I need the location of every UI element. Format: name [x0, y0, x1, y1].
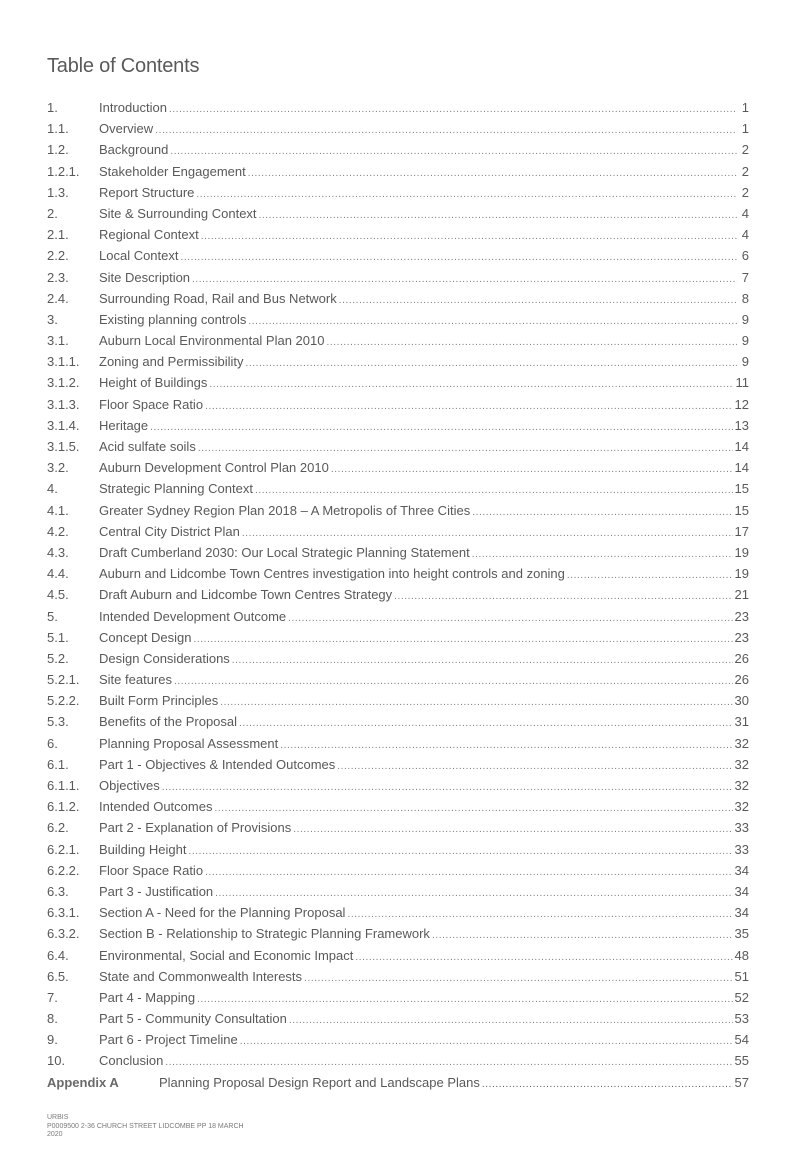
toc-entry[interactable]: [47, 245, 749, 266]
toc-entry-title: State and Commonwealth Interests: [99, 968, 303, 984]
toc-entry-number: 1.3.: [47, 184, 69, 200]
toc-entry[interactable]: [47, 966, 749, 987]
toc-entry-page: 14: [734, 439, 749, 454]
toc-entry[interactable]: [47, 923, 749, 944]
toc-dot-leader: [232, 648, 733, 671]
toc-entry-number: 1.2.1.: [47, 163, 80, 179]
toc-entry-title: Building Height: [99, 841, 187, 857]
toc-dot-leader: [205, 860, 732, 883]
toc-entry[interactable]: [47, 139, 749, 160]
toc-entry-number: 3.2.: [47, 460, 69, 476]
toc-entry-page: 4: [741, 205, 749, 221]
toc-entry-title: Overview: [99, 121, 154, 137]
toc-entry-number: 6.1.1.: [47, 778, 80, 793]
toc-entry-number: 5.2.: [47, 650, 69, 666]
toc-dot-leader: [339, 288, 737, 311]
toc-entry[interactable]: [47, 1050, 749, 1071]
toc-appendix-label: Appendix A: [47, 1074, 119, 1090]
toc-entry-page: 12: [734, 396, 749, 412]
toc-entry-number: 3.1.3.: [47, 396, 80, 412]
toc-entry-number: 6.2.2.: [47, 862, 80, 878]
toc-entry-number: 6.1.2.: [47, 799, 80, 815]
toc-entry-page: 9: [741, 333, 749, 349]
toc-entry-number: 4.3.: [47, 544, 69, 560]
toc-entry-number: 1.1.: [47, 121, 69, 137]
toc-entry-title: Concept Design: [99, 629, 192, 645]
toc-entry-title: Objectives: [99, 778, 160, 793]
toc-dot-leader: [150, 415, 732, 438]
toc-entry-number: 2.2.: [47, 248, 69, 264]
toc-dot-leader: [214, 796, 732, 819]
footer-company: URBIS: [47, 1114, 69, 1121]
toc-entry-title: Auburn Development Control Plan 2010: [99, 460, 329, 476]
toc-entry[interactable]: [47, 584, 749, 605]
toc-entry[interactable]: [47, 457, 749, 478]
toc-entry-page: 21: [734, 587, 749, 603]
toc-entry[interactable]: [47, 860, 749, 881]
toc-entry[interactable]: [47, 711, 749, 732]
toc-entry-page: 14: [734, 460, 749, 476]
toc-entry[interactable]: [47, 606, 749, 627]
toc-entry[interactable]: [47, 267, 749, 288]
toc-entry-title: Acid sulfate soils: [99, 439, 196, 454]
toc-entry-title: Report Structure: [99, 184, 195, 200]
toc-entry[interactable]: [47, 372, 749, 393]
toc-entry-number: 3.: [47, 311, 58, 327]
toc-entry-title: Regional Context: [99, 227, 199, 243]
toc-entry-page: 17: [734, 523, 749, 539]
toc-entry-number: 7.: [47, 989, 58, 1005]
toc-entry-page: 2: [741, 142, 749, 158]
toc-entry-page: 8: [741, 290, 749, 306]
toc-entry-title: Planning Proposal Assessment: [99, 735, 279, 751]
toc-entry[interactable]: [47, 351, 749, 372]
toc-entry[interactable]: [47, 97, 749, 118]
toc-entry-title: Site features: [99, 672, 172, 688]
toc-entry[interactable]: [47, 203, 749, 224]
toc-entry-page: 13: [734, 417, 749, 433]
toc-dot-leader: [472, 500, 732, 523]
toc-entry[interactable]: [47, 500, 749, 521]
toc-entry-number: 3.1.2.: [47, 375, 80, 391]
toc-entry-title: Draft Auburn and Lidcombe Town Centres Strategy: [99, 587, 393, 603]
toc-entry[interactable]: [47, 394, 749, 415]
toc-entry-page: 15: [734, 481, 749, 497]
toc-entry[interactable]: [47, 754, 749, 775]
toc-entry[interactable]: [47, 669, 749, 690]
toc-entry-title: Greater Sydney Region Plan 2018 – A Metropolis of Three Cities: [99, 502, 471, 518]
toc-entry-page: 2: [741, 184, 749, 200]
toc-entry[interactable]: [47, 839, 749, 860]
toc-entry-page: 53: [734, 1011, 749, 1027]
toc-entry[interactable]: [47, 648, 749, 669]
toc-entry-title: Part 4 - Mapping: [99, 989, 196, 1005]
toc-entry-number: 10.: [47, 1053, 66, 1069]
toc-entry-title: Central City District Plan: [99, 523, 240, 539]
toc-dot-leader: [331, 457, 733, 480]
toc-entry-title: Introduction: [99, 100, 167, 115]
toc-dot-leader: [188, 839, 732, 862]
toc-entry-title: Intended Development Outcome: [99, 608, 287, 624]
toc-dot-leader: [181, 245, 738, 268]
toc-entry-title: Local Context: [99, 248, 179, 264]
page-footer: [47, 1114, 244, 1140]
toc-entry-title: Part 1 - Objectives & Intended Outcomes: [99, 756, 336, 772]
toc-entry-number: 4.: [47, 481, 58, 497]
toc-entry[interactable]: [47, 521, 749, 542]
toc-dot-leader: [155, 118, 737, 141]
toc-entry-page: 33: [734, 841, 749, 857]
toc-appendix-page: 57: [734, 1074, 749, 1090]
toc-entry-number: 6.4.: [47, 947, 69, 963]
table-of-contents: [47, 97, 749, 1093]
toc-entry[interactable]: [47, 224, 749, 245]
toc-dot-leader: [280, 733, 732, 756]
toc-entry-number: 4.4.: [47, 566, 69, 582]
toc-dot-leader: [194, 627, 733, 650]
toc-entry-page: 1: [741, 121, 749, 137]
toc-entry-title: Conclusion: [99, 1053, 164, 1069]
toc-entry-number: 3.1.1.: [47, 354, 80, 370]
toc-entry-page: 51: [734, 968, 749, 984]
toc-dot-leader: [220, 690, 732, 713]
toc-entry-number: 5.1.: [47, 629, 69, 645]
footer-year: 2020: [47, 1131, 63, 1138]
toc-dot-leader: [162, 775, 733, 798]
toc-entry-number: 6.5.: [47, 968, 69, 984]
toc-entry-title: Design Considerations: [99, 650, 230, 666]
toc-entry-page: 2: [741, 163, 749, 179]
toc-entry-title: Part 2 - Explanation of Provisions: [99, 820, 292, 836]
toc-entry-title: Auburn Local Environmental Plan 2010: [99, 333, 325, 349]
toc-entry-page: 26: [734, 672, 749, 688]
toc-entry[interactable]: [47, 796, 749, 817]
toc-dot-leader: [288, 606, 732, 629]
toc-entry-number: 5.3.: [47, 714, 69, 730]
toc-entry[interactable]: [47, 902, 749, 923]
toc-entry[interactable]: [47, 415, 749, 436]
toc-entry-number: 5.2.1.: [47, 672, 80, 688]
toc-entry-page: 30: [734, 693, 749, 709]
toc-dot-leader: [472, 542, 733, 565]
toc-entry-page: 6: [741, 248, 749, 264]
toc-entry-page: 4: [741, 227, 749, 243]
toc-dot-leader: [432, 923, 733, 946]
toc-entry-number: 6.3.1.: [47, 905, 80, 921]
toc-entry-number: 3.1.: [47, 333, 69, 349]
toc-dot-leader: [248, 309, 737, 332]
toc-entry-page: 48: [734, 947, 749, 963]
toc-entry-number: 6.2.: [47, 820, 69, 836]
toc-appendix-title: Planning Proposal Design Report and Landscape Plans: [159, 1074, 480, 1090]
toc-entry-number: 5.: [47, 608, 58, 624]
toc-dot-leader: [355, 945, 732, 968]
toc-entry-number: 6.1.: [47, 756, 69, 772]
toc-entry-page: 52: [734, 989, 749, 1005]
toc-dot-leader: [248, 161, 737, 184]
toc-dot-leader: [289, 1008, 733, 1031]
toc-entry-page: 26: [734, 650, 749, 666]
toc-entry-page: 9: [741, 311, 749, 327]
toc-entry-title: Section A - Need for the Planning Proposal: [99, 905, 346, 921]
toc-dot-leader: [239, 711, 733, 734]
toc-entry-number: 2.4.: [47, 290, 69, 306]
toc-entry[interactable]: [47, 627, 749, 648]
toc-entry-page: 34: [734, 905, 749, 921]
toc-entry-number: 3.1.5.: [47, 439, 80, 454]
toc-entry-page: 34: [734, 883, 749, 899]
toc-entry-title: Part 5 - Community Consultation: [99, 1011, 287, 1027]
toc-entry[interactable]: [47, 1029, 749, 1050]
toc-entry-page: 19: [734, 544, 749, 560]
toc-dot-leader: [215, 881, 732, 904]
toc-entry[interactable]: [47, 775, 749, 796]
toc-entry-title: Part 3 - Justification: [99, 883, 214, 899]
toc-entry-page: 55: [734, 1053, 749, 1069]
toc-entry[interactable]: [47, 182, 749, 203]
toc-entry-page: 9: [741, 354, 749, 370]
toc-entry[interactable]: [47, 436, 749, 457]
toc-entry-title: Floor Space Ratio: [99, 862, 204, 878]
toc-entry-page: 32: [734, 778, 749, 793]
toc-entry[interactable]: [47, 563, 749, 584]
toc-entry-number: 6.: [47, 735, 58, 751]
toc-entry-title: Floor Space Ratio: [99, 396, 204, 412]
toc-entry-page: 32: [734, 756, 749, 772]
toc-entry-number: 4.2.: [47, 523, 69, 539]
toc-dot-leader: [201, 224, 737, 247]
toc-entry-title: Existing planning controls: [99, 311, 247, 327]
toc-dot-leader: [347, 902, 732, 925]
toc-entry-number: 6.3.: [47, 883, 69, 899]
toc-dot-leader: [240, 1029, 733, 1052]
toc-entry-number: 4.1.: [47, 502, 69, 518]
toc-entry-title: Draft Cumberland 2030: Our Local Strategic Planning Statement: [99, 544, 470, 560]
toc-dot-leader: [196, 182, 737, 205]
toc-entry-title: Heritage: [99, 417, 149, 433]
toc-entry-number: 6.2.1.: [47, 841, 80, 857]
toc-entry[interactable]: [47, 288, 749, 309]
toc-entry-title: Zoning and Permissibility: [99, 354, 244, 370]
toc-entry[interactable]: [47, 330, 749, 351]
toc-appendix-entry[interactable]: [47, 1072, 749, 1093]
toc-dot-leader: [198, 436, 733, 459]
toc-dot-leader: [255, 478, 733, 501]
toc-entry[interactable]: [47, 478, 749, 499]
toc-dot-leader: [242, 521, 733, 544]
toc-entry-number: 4.5.: [47, 587, 69, 603]
toc-entry-number: 2.: [47, 205, 58, 221]
toc-dot-leader: [482, 1072, 733, 1095]
toc-entry-page: 54: [734, 1032, 749, 1048]
toc-entry-title: Background: [99, 142, 169, 158]
toc-entry-title: Site & Surrounding Context: [99, 205, 257, 221]
toc-entry-page: 15: [734, 502, 749, 518]
toc-entry-number: 1.2.: [47, 142, 69, 158]
toc-entry[interactable]: [47, 881, 749, 902]
toc-entry-title: Intended Outcomes: [99, 799, 213, 815]
toc-entry-page: 23: [734, 629, 749, 645]
toc-entry-page: 11: [735, 375, 749, 391]
toc-entry-number: 5.2.2.: [47, 693, 80, 709]
toc-entry-title: Height of Buildings: [99, 375, 208, 391]
toc-entry[interactable]: [47, 945, 749, 966]
toc-entry-title: Stakeholder Engagement: [99, 163, 246, 179]
toc-entry-page: 32: [734, 799, 749, 815]
toc-entry[interactable]: [47, 542, 749, 563]
toc-entry-page: 34: [734, 862, 749, 878]
toc-entry[interactable]: [47, 309, 749, 330]
toc-entry[interactable]: [47, 1008, 749, 1029]
toc-entry-title: Environmental, Social and Economic Impact: [99, 947, 354, 963]
toc-dot-leader: [174, 669, 733, 692]
toc-dot-leader: [197, 987, 732, 1010]
page-title: Table of Contents: [47, 55, 200, 77]
toc-entry-page: 19: [734, 566, 749, 582]
toc-entry-number: 9.: [47, 1032, 58, 1048]
toc-entry[interactable]: [47, 690, 749, 711]
toc-dot-leader: [209, 372, 733, 395]
toc-dot-leader: [259, 203, 737, 226]
toc-entry-number: 2.1.: [47, 227, 69, 243]
toc-entry-title: Site Description: [99, 269, 191, 285]
toc-dot-leader: [293, 817, 732, 840]
toc-dot-leader: [567, 563, 733, 586]
toc-entry-page: 7: [741, 269, 749, 285]
toc-entry-number: 3.1.4.: [47, 417, 80, 433]
toc-entry-page: 31: [734, 714, 749, 730]
toc-entry-title: Section B - Relationship to Strategic Planning Framework: [99, 926, 430, 942]
toc-entry-page: 1: [741, 100, 749, 115]
toc-dot-leader: [205, 394, 732, 417]
toc-entry[interactable]: [47, 118, 749, 139]
toc-entry-number: 8.: [47, 1011, 58, 1027]
toc-dot-leader: [192, 267, 737, 290]
toc-dot-leader: [169, 97, 737, 120]
toc-dot-leader: [304, 966, 732, 989]
toc-dot-leader: [165, 1050, 732, 1073]
footer-reference: P0009500 2-36 CHURCH STREET LIDCOMBE PP 18 MARCH: [47, 1122, 244, 1130]
toc-dot-leader: [337, 754, 732, 777]
toc-entry-title: Benefits of the Proposal: [99, 714, 238, 730]
toc-entry[interactable]: [47, 733, 749, 754]
toc-entry-title: Auburn and Lidcombe Town Centres investigation into height controls and zoning: [99, 566, 565, 582]
toc-entry[interactable]: [47, 987, 749, 1008]
toc-dot-leader: [170, 139, 737, 162]
toc-entry-page: 33: [734, 820, 749, 836]
toc-entry-number: 2.3.: [47, 269, 69, 285]
toc-dot-leader: [246, 351, 737, 374]
toc-dot-leader: [326, 330, 737, 353]
toc-entry-number: 1.: [47, 100, 58, 115]
toc-entry-title: Built Form Principles: [99, 693, 219, 709]
toc-entry-page: 32: [734, 735, 749, 751]
toc-entry[interactable]: [47, 817, 749, 838]
toc-entry-title: Surrounding Road, Rail and Bus Network: [99, 290, 337, 306]
toc-dot-leader: [394, 584, 732, 607]
toc-entry-title: Part 6 - Project Timeline: [99, 1032, 238, 1048]
toc-entry-page: 23: [734, 608, 749, 624]
toc-entry-page: 35: [734, 926, 749, 942]
toc-entry-number: 6.3.2.: [47, 926, 80, 942]
toc-entry[interactable]: [47, 161, 749, 182]
toc-entry-title: Strategic Planning Context: [99, 481, 253, 497]
